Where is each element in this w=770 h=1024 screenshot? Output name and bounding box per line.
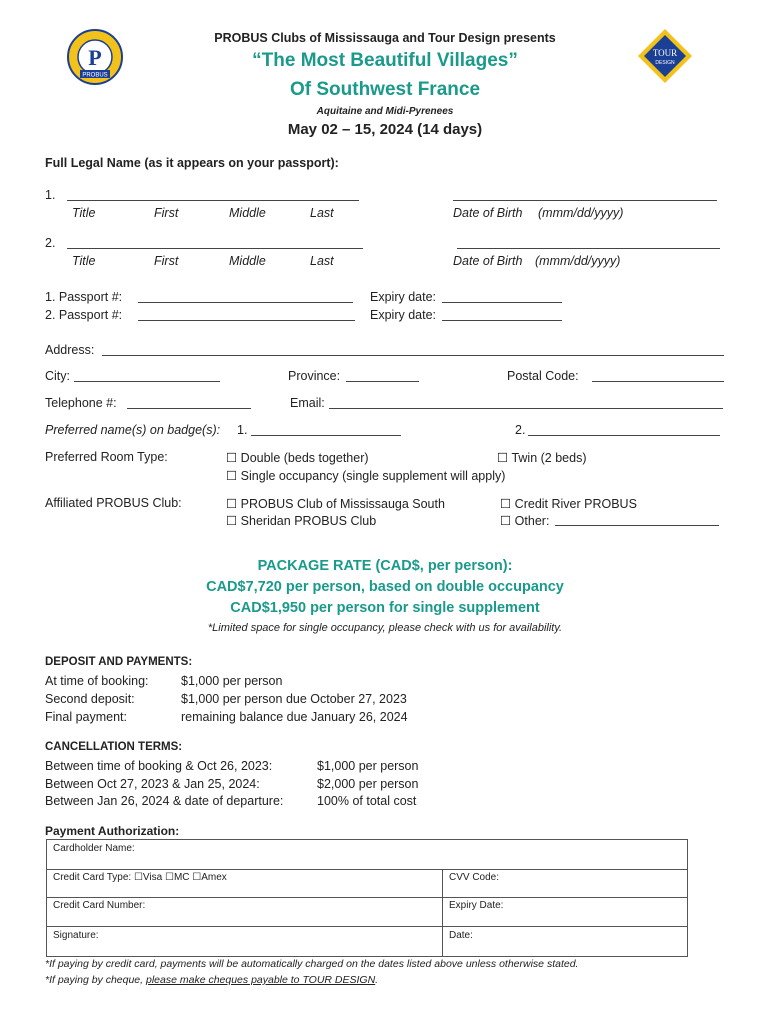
badge-1-field[interactable] (251, 423, 401, 436)
name-field-2[interactable] (67, 236, 363, 249)
email-label: Email: (290, 396, 325, 410)
label-last: Last (310, 254, 334, 268)
province-label: Province: (288, 369, 341, 383)
cancellation-row-label: Between time of booking & Oct 26, 2023: (45, 759, 273, 773)
city-field[interactable] (74, 369, 220, 382)
club-mississauga-south-checkbox[interactable]: ☐ PROBUS Club of Mississauga South (226, 497, 445, 511)
address-label: Address: (45, 343, 95, 357)
label-dob: Date of Birth (453, 254, 523, 268)
deposit-row-value: remaining balance due January 26, 2024 (181, 710, 408, 724)
club-other-field[interactable] (555, 513, 719, 526)
room-type-label: Preferred Room Type: (45, 450, 168, 464)
passport-1-field[interactable] (138, 290, 353, 303)
package-rate-single: CAD$1,950 per person for single supplement (230, 600, 540, 616)
credit-card-footnote: *If paying by credit card, payments will be automatically charged on the dates listed above unless otherwise stated. (45, 958, 579, 970)
full-name-heading: Full Legal Name (as it appears on your passport): (45, 156, 339, 170)
card-type-field[interactable]: Credit Card Type: ☐Visa ☐MC ☐Amex (53, 872, 227, 883)
cardholder-name-field[interactable]: Cardholder Name: (53, 843, 135, 854)
deposit-row-value: $1,000 per person (181, 674, 283, 688)
label-middle: Middle (229, 206, 266, 220)
cancellation-row-value: $1,000 per person (317, 759, 419, 773)
email-field[interactable] (329, 396, 723, 409)
room-twin-checkbox[interactable]: ☐ Twin (2 beds) (497, 451, 587, 465)
badge-2-field[interactable] (528, 423, 720, 436)
dob-field-2[interactable] (457, 236, 720, 249)
label-dob: Date of Birth (453, 206, 523, 220)
presenter-line: PROBUS Clubs of Mississauga and Tour Design presents (214, 31, 556, 45)
cancellation-heading: CANCELLATION TERMS: (45, 741, 183, 753)
club-sheridan-checkbox[interactable]: ☐ Sheridan PROBUS Club (226, 514, 377, 528)
payment-heading: Payment Authorization: (45, 824, 180, 838)
province-field[interactable] (346, 369, 419, 382)
label-first: First (154, 254, 179, 268)
expiry-date-field[interactable]: Expiry Date: (449, 900, 504, 911)
signature-field[interactable]: Signature: (53, 930, 99, 941)
telephone-label: Telephone #: (45, 396, 117, 410)
trip-dates: May 02 – 15, 2024 (14 days) (287, 121, 483, 138)
title-line-1: “The Most Beautiful Villages” (252, 50, 518, 71)
date-field[interactable]: Date: (449, 930, 473, 941)
cheque-payable-note: please make cheques payable to TOUR DESIGN (146, 974, 376, 986)
svg-text:P: P (88, 45, 102, 70)
passport-1-expiry-field[interactable] (442, 290, 562, 303)
cancellation-row-label: Between Oct 27, 2023 & Jan 25, 2024: (45, 777, 260, 791)
badge-2-number: 2. (515, 423, 526, 437)
passport-2-field[interactable] (138, 308, 355, 321)
address-field[interactable] (102, 343, 724, 356)
label-dob-format: (mmm/dd/yyyy) (535, 254, 621, 268)
svg-text:DESIGN: DESIGN (655, 60, 675, 66)
card-number-field[interactable]: Credit Card Number: (53, 900, 146, 911)
cheque-footnote: *If paying by cheque, please make cheques payable to TOUR DESIGN. (45, 974, 379, 986)
deposit-row-label: Final payment: (45, 710, 127, 724)
label-dob-format: (mmm/dd/yyyy) (538, 206, 624, 220)
club-other-checkbox[interactable]: ☐ Other: (500, 514, 550, 528)
club-label: Affiliated PROBUS Club: (45, 496, 182, 510)
room-double-checkbox[interactable]: ☐ Double (beds together) (226, 451, 369, 465)
cvv-field[interactable]: CVV Code: (449, 872, 500, 883)
passport-2-label: 2. Passport #: (45, 308, 123, 322)
svg-text:PROBUS: PROBUS (82, 72, 108, 79)
deposit-heading: DEPOSIT AND PAYMENTS: (45, 656, 193, 668)
postal-code-field[interactable] (592, 369, 724, 382)
label-first: First (154, 206, 179, 220)
label-middle: Middle (229, 254, 266, 268)
deposit-row-value: $1,000 per person due October 27, 2023 (181, 692, 407, 706)
passport-2-expiry-label: Expiry date: (370, 308, 437, 322)
payment-table (46, 839, 688, 957)
badge-1-number: 1. (237, 423, 248, 437)
deposit-row-label: At time of booking: (45, 674, 149, 688)
deposit-row-label: Second deposit: (45, 692, 135, 706)
subtitle: Aquitaine and Midi-Pyrenees (316, 106, 454, 117)
passport-2-expiry-field[interactable] (442, 308, 562, 321)
club-credit-river-checkbox[interactable]: ☐ Credit River PROBUS (500, 497, 637, 511)
postal-code-label: Postal Code: (507, 369, 579, 383)
package-rate-double: CAD$7,720 per person, based on double occupancy (206, 579, 564, 595)
label-title: Title (72, 206, 96, 220)
passport-1-label: 1. Passport #: (45, 290, 123, 304)
package-rate-heading: PACKAGE RATE (CAD$, per person): (257, 558, 513, 574)
cancellation-row-value: 100% of total cost (317, 794, 417, 808)
dob-field-1[interactable] (453, 188, 717, 201)
cancellation-row-value: $2,000 per person (317, 777, 419, 791)
title-line-2: Of Southwest France (289, 79, 481, 100)
svg-text:TOUR: TOUR (652, 48, 678, 58)
city-label: City: (45, 369, 70, 383)
cancellation-row-label: Between Jan 26, 2024 & date of departure: (45, 794, 284, 808)
name-row-1-number: 1. (45, 188, 56, 202)
room-single-checkbox[interactable]: ☐ Single occupancy (single supplement will apply) (226, 469, 506, 483)
telephone-field[interactable] (127, 396, 251, 409)
name-row-2-number: 2. (45, 236, 56, 250)
label-title: Title (72, 254, 96, 268)
single-occupancy-note: *Limited space for single occupancy, please check with us for availability. (207, 622, 563, 634)
passport-1-expiry-label: Expiry date: (370, 290, 437, 304)
badge-label: Preferred name(s) on badge(s): (45, 423, 221, 437)
label-last: Last (310, 206, 334, 220)
name-field-1[interactable] (67, 188, 359, 201)
